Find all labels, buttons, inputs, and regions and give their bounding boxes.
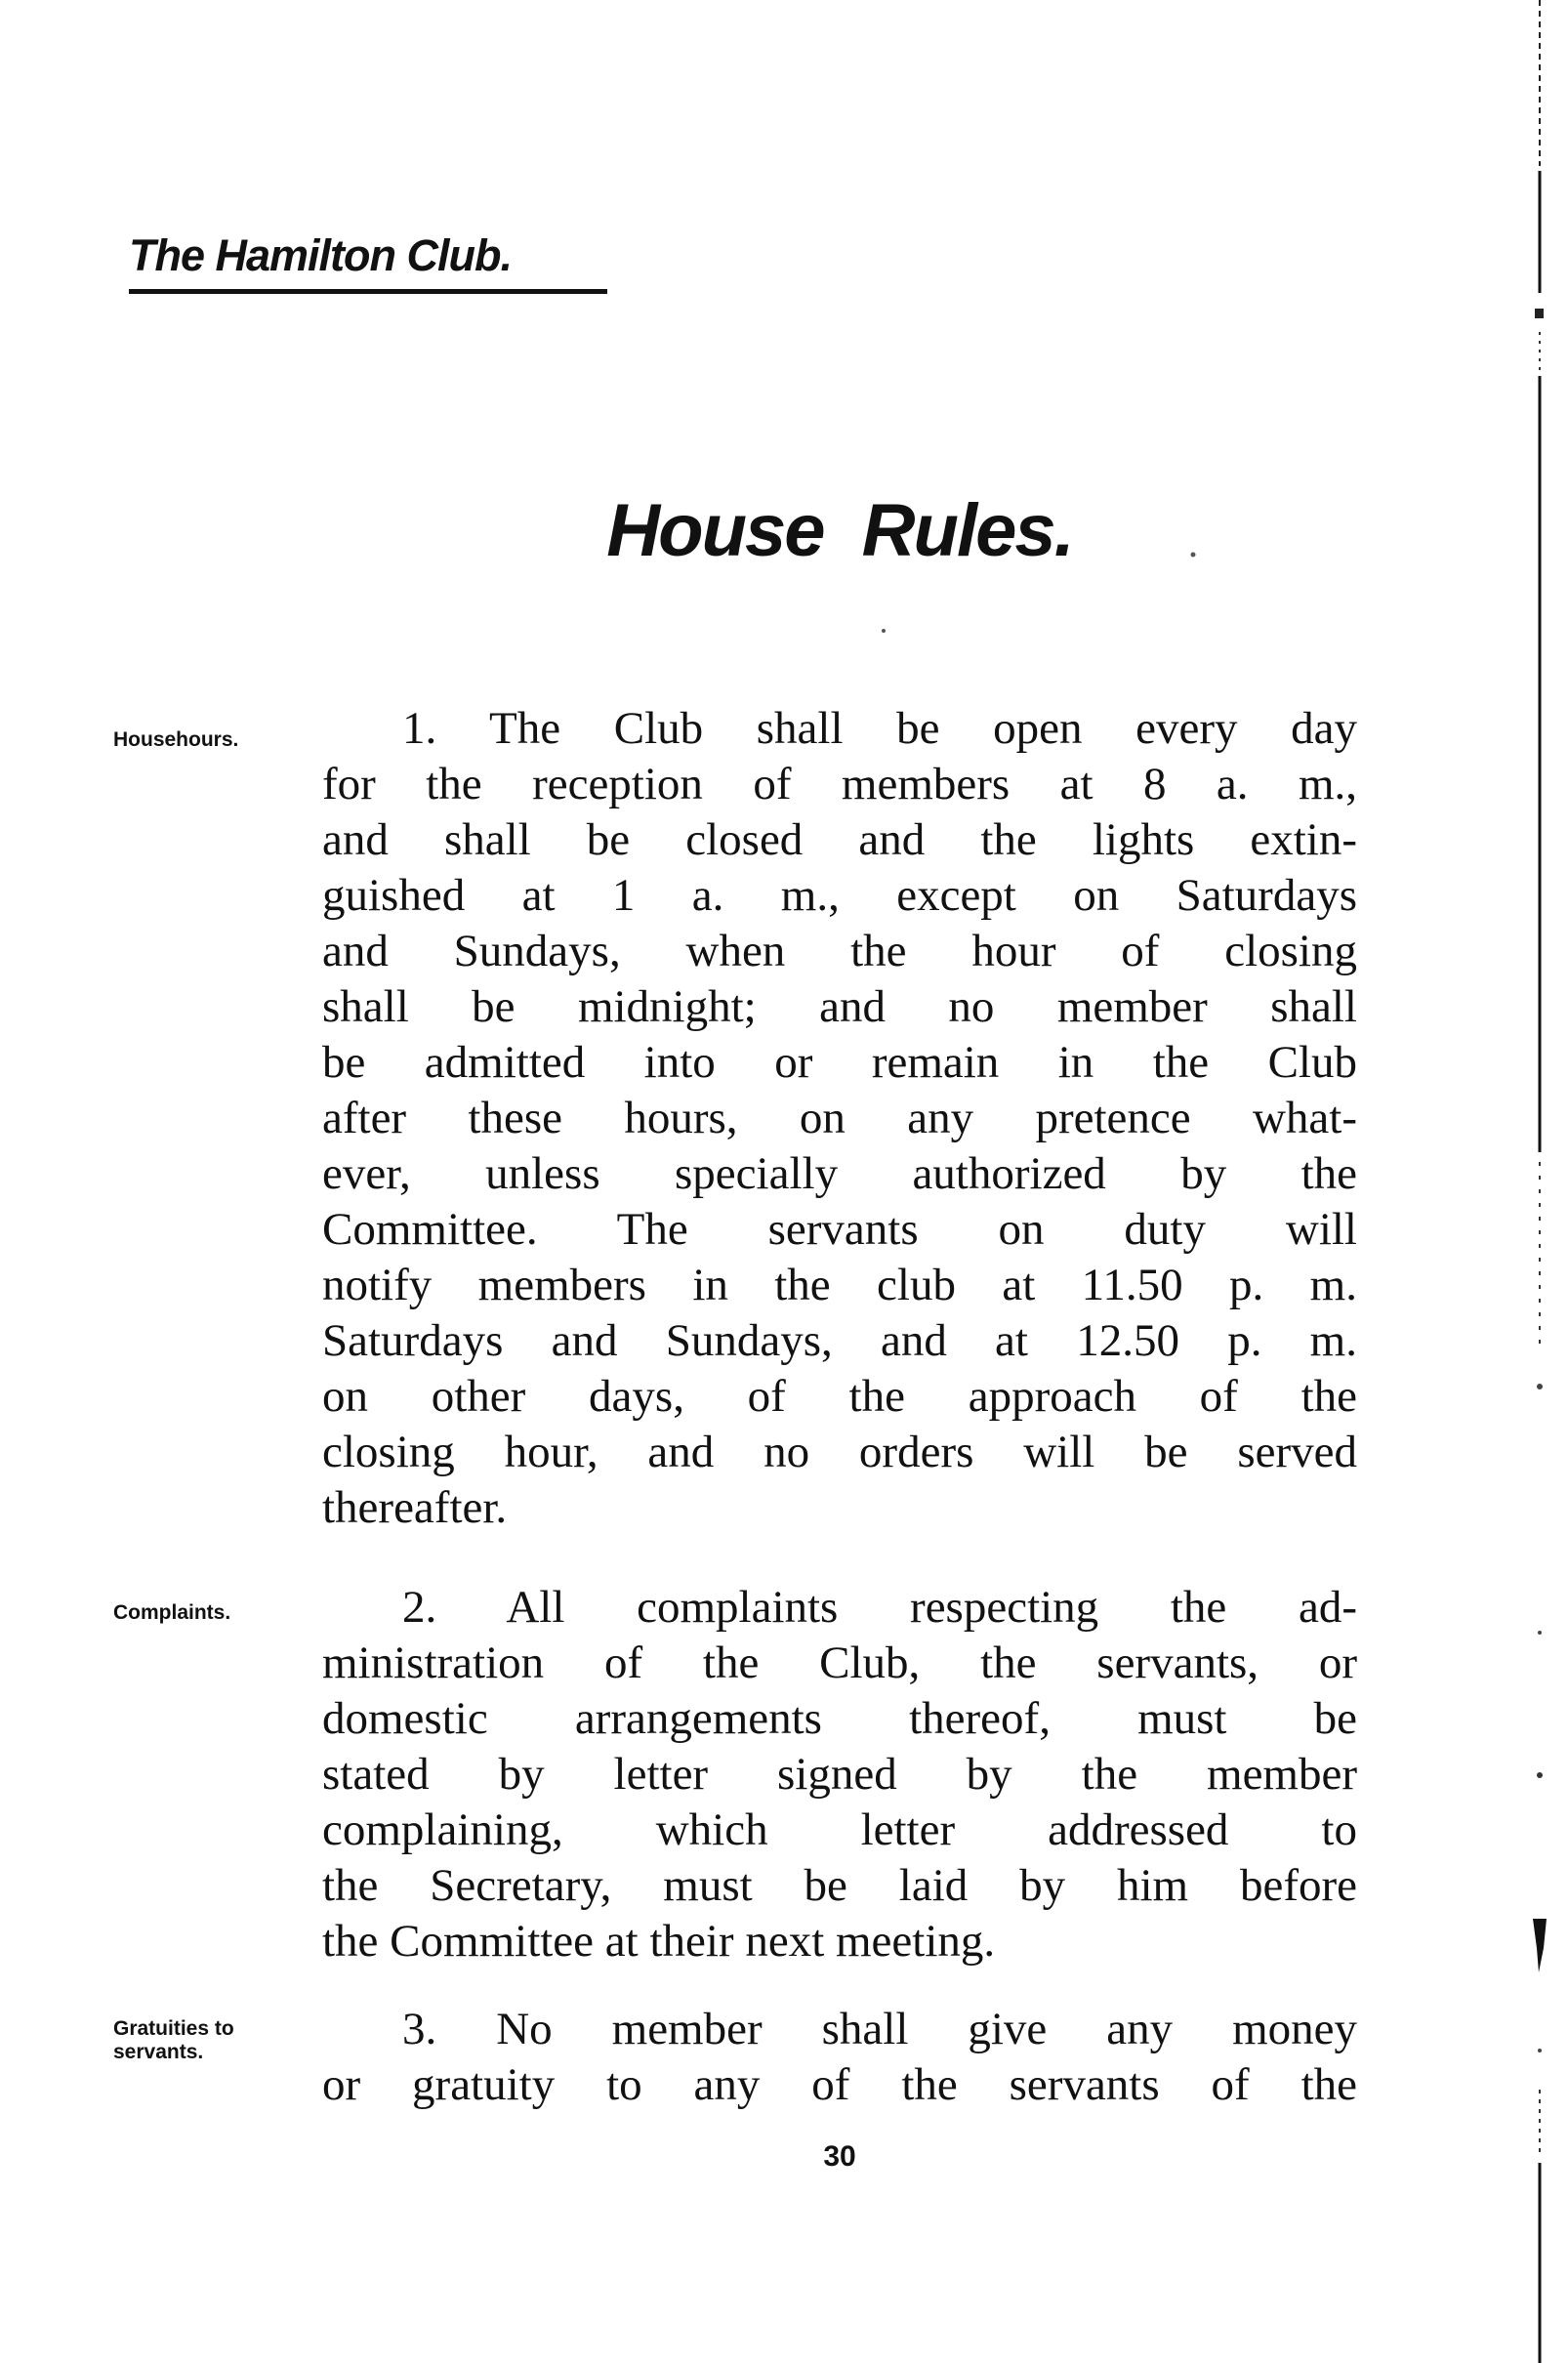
title-ornament-dot [0, 625, 1568, 637]
title-ornament-dot [0, 549, 1568, 560]
text-line: 1. The Club shall be open every day [402, 703, 1357, 754]
text-line: the Secretary, must be laid by him before [322, 1860, 1357, 1911]
text-line: 3. No member shall give any money [402, 2004, 1357, 2054]
margin-note-complaints: Complaints. [113, 1601, 231, 1624]
text-line: be admitted into or remain in the Club [322, 1037, 1357, 1088]
text-line: notify members in the club at 11.50 p. m. [322, 1260, 1357, 1310]
text-line: domestic arrangements thereof, must be [322, 1693, 1357, 1744]
text-line: ever, unless specially authorized by the [322, 1148, 1357, 1199]
text-line: 2. All complaints respecting the ad- [402, 1582, 1357, 1633]
text-line: Committee. The servants on duty will [322, 1204, 1357, 1255]
rule-2-paragraph [322, 1580, 1357, 1969]
text-line: guished at 1 a. m., except on Saturdays [322, 870, 1357, 921]
text-line: for the reception of members at 8 a. m., [322, 759, 1357, 809]
text-line: thereafter. [322, 1482, 508, 1533]
text-line: complaining, which letter addressed to [322, 1804, 1357, 1855]
text-line: or gratuity to any of the servants of the [322, 2059, 1357, 2110]
margin-note-househours: Househours. [113, 728, 239, 751]
rule-3-paragraph [322, 2002, 1357, 2113]
text-line: on other days, of the approach of the [322, 1371, 1357, 1422]
page-number: 30 [823, 2140, 856, 2173]
page-edge-artifact [1525, 0, 1554, 2363]
text-line: the Committee at their next meeting. [322, 1916, 996, 1967]
rule-1-paragraph [322, 701, 1357, 1536]
text-line: shall be midnight; and no member shall [322, 981, 1357, 1032]
running-head: The Hamilton Club. [129, 227, 607, 294]
text-line: stated by letter signed by the member [322, 1749, 1357, 1800]
text-line: Saturdays and Sundays, and at 12.50 p. m. [322, 1315, 1357, 1366]
page-title: House Rules. [606, 489, 1073, 572]
margin-note-gratuities: Gratuities to servants. [113, 2017, 234, 2063]
text-line: ministration of the Club, the servants, or [322, 1638, 1357, 1688]
text-line: and shall be closed and the lights extin- [322, 814, 1357, 865]
text-line: closing hour, and no orders will be served [322, 1427, 1357, 1477]
text-line: and Sundays, when the hour of closing [322, 926, 1357, 976]
text-line: after these hours, on any pretence what- [322, 1093, 1357, 1143]
